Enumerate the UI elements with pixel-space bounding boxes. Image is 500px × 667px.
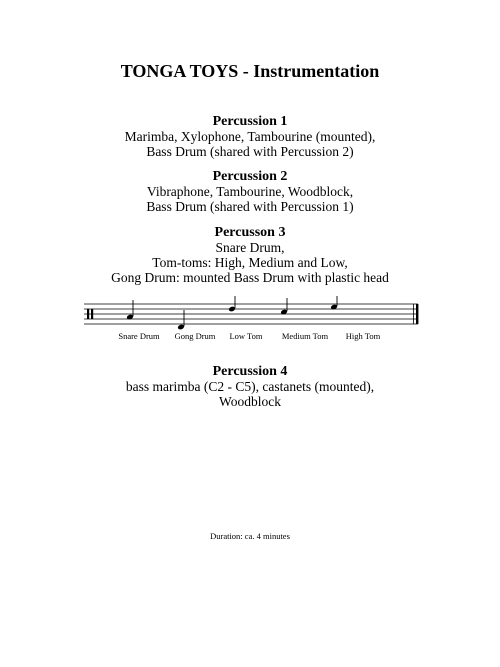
label-medium-tom: Medium Tom bbox=[281, 331, 329, 341]
label-high-tom: High Tom bbox=[345, 331, 381, 341]
duration-note: Duration: ca. 4 minutes bbox=[210, 531, 290, 541]
percussion-2-heading: Percussion 2 bbox=[212, 169, 288, 184]
percussion-4-heading: Percussion 4 bbox=[212, 364, 288, 379]
percussion-3-section bbox=[0, 225, 500, 285]
note-medium-tom bbox=[280, 298, 288, 315]
percussion-2-section bbox=[0, 169, 500, 214]
percussion-2-line-1: Vibraphone, Tambourine, Woodblock, bbox=[146, 184, 354, 199]
staff-lines bbox=[84, 304, 418, 324]
percussion-3-line-3: Gong Drum: mounted Bass Drum with plastic head bbox=[111, 270, 389, 285]
note-gong-drum bbox=[177, 310, 185, 330]
label-snare-drum: Snare Drum bbox=[118, 331, 160, 341]
percussion-notation-staff bbox=[0, 296, 500, 346]
note-high-tom bbox=[330, 296, 338, 310]
percussion-4-section bbox=[0, 364, 500, 409]
percussion-1-line-2: Bass Drum (shared with Percussion 2) bbox=[146, 144, 354, 159]
percussion-3-line-1: Snare Drum, bbox=[215, 240, 285, 255]
percussion-1-section bbox=[0, 114, 500, 159]
percussion-1-heading: Percussion 1 bbox=[212, 114, 288, 129]
label-low-tom: Low Tom bbox=[229, 331, 263, 341]
percussion-3-heading: Percusson 3 bbox=[214, 225, 286, 240]
note-snare-drum bbox=[126, 300, 134, 320]
percussion-4-line-2: Woodblock bbox=[219, 394, 281, 409]
percussion-3-line-2: Tom-toms: High, Medium and Low, bbox=[152, 255, 348, 270]
percussion-4-line-1: bass marimba (C2 - C5), castanets (mounted), bbox=[125, 379, 375, 394]
label-gong-drum: Gong Drum bbox=[174, 331, 216, 341]
percussion-1-line-1: Marimba, Xylophone, Tambourine (mounted), bbox=[124, 129, 376, 144]
page-title: TONGA TOYS - Instrumentation bbox=[120, 61, 380, 81]
percussion-2-line-2: Bass Drum (shared with Percussion 1) bbox=[146, 199, 354, 214]
